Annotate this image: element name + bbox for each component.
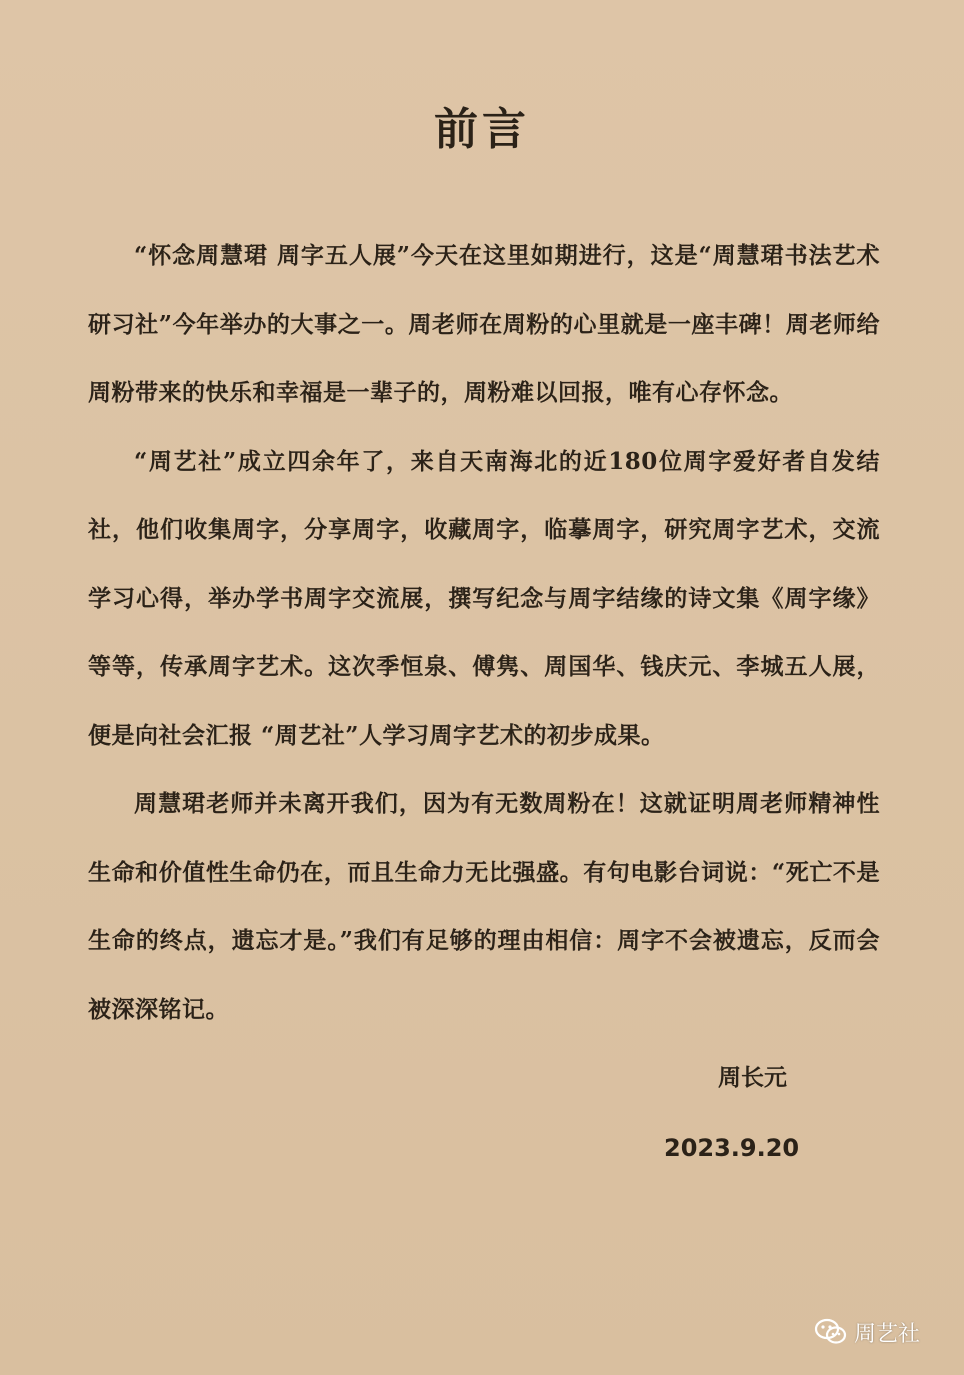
- document-title: 前言: [434, 104, 530, 155]
- paragraph-3: 周慧珺老师并未离开我们，因为有无数周粉在！这就证明周老师精神性生命和价值性生命仍在，而且生命力无比强盛。有句电影台词说：“死亡不是生命的终点，遗忘才是。”我们有足够的理由相信：周字不会被遗忘，反而会被深深铭记。: [88, 790, 880, 1023]
- wechat-channel-icon: [814, 1317, 848, 1347]
- author-signature: 周长元: [718, 1064, 787, 1091]
- paragraph-1: “怀念周慧珺 周字五人展”今天在这里如期进行，这是“周慧珺书法艺术研习社”今年举办的大事之一。周老师在周粉的心里就是一座丰碑！周老师给周粉带来的快乐和幸福是一辈子的，周粉难以回报，唯有心存怀念。: [88, 242, 880, 406]
- document-body: [88, 222, 880, 1044]
- watermark: [814, 1314, 920, 1350]
- document-date: 2023.9.20: [664, 1134, 800, 1162]
- watermark-label: 周艺社: [854, 1321, 921, 1347]
- paragraph-2: “周艺社”成立四余年了，来自天南海北的近180位周字爱好者自发结社，他们收集周字，分享周字，收藏周字，临摹周字，研究周字艺术，交流学习心得，举办学书周字交流展，撰写纪念与周字结缘的诗文集《周字缘》等等，传承周字艺术。这次季恒泉、傅隽、周国华、钱庆元、李城五人展，便是向社会汇报 “周艺社”人学习周字艺术的初步成果。: [88, 447, 880, 749]
